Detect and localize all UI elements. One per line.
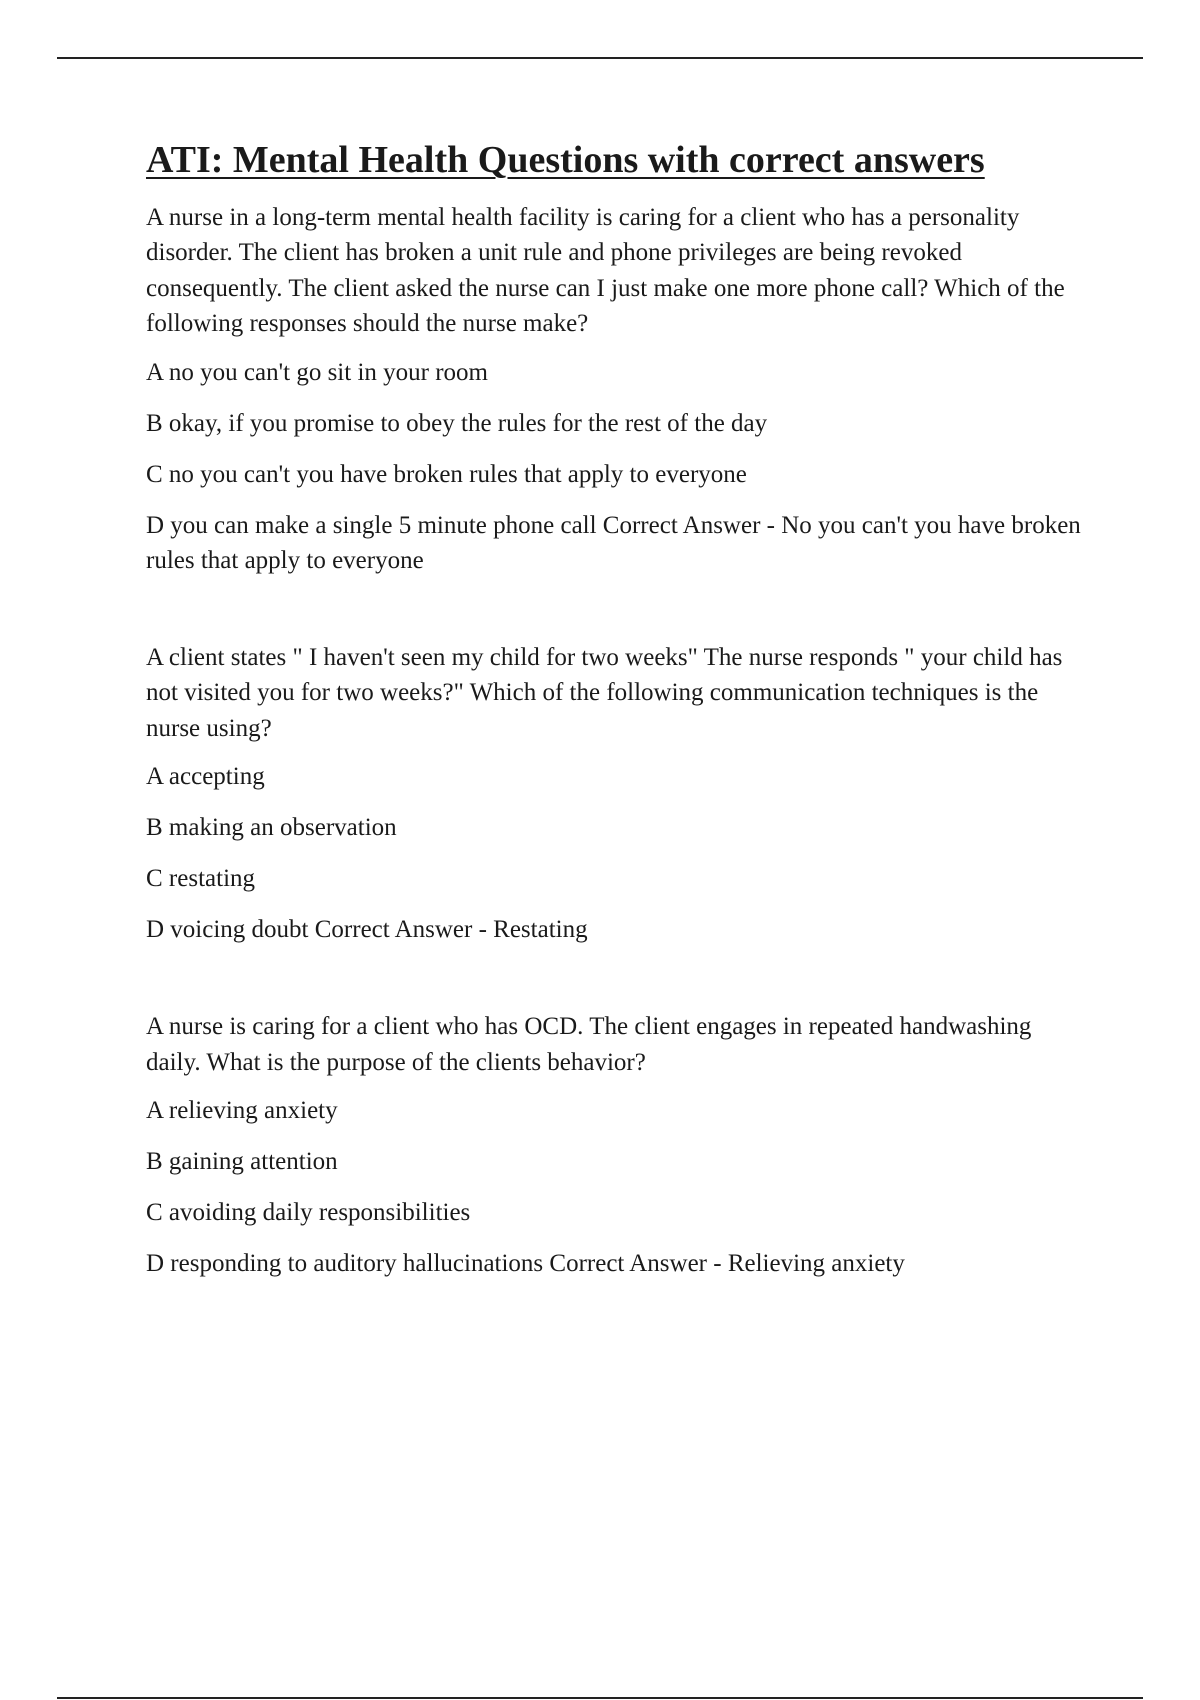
question-2 <box>146 640 1086 948</box>
question-3-text: A nurse is caring for a client who has OCD. The client engages in repeated handwashing daily. What is the purpose of the clients behavior? <box>146 1013 1032 1076</box>
question-1 <box>146 200 1086 578</box>
question-3-option-c: C avoiding daily responsibilities <box>146 1199 471 1227</box>
question-1-option-d: D you can make a single 5 minute phone call Correct Answer - No you can't you have broken rules that apply to everyone <box>146 511 1081 574</box>
question-3-option-b: B gaining attention <box>146 1148 338 1176</box>
question-2-option-d: D voicing doubt Correct Answer - Restating <box>146 916 588 944</box>
question-1-option-b: B okay, if you promise to obey the rules for the rest of the day <box>146 409 768 437</box>
question-1-text: A nurse in a long-term mental health facility is caring for a client who has a personality disorder. The client has broken a unit rule and phone privileges are being revoked consequently. The client asked the nurse can I just make one more phone call? Which of the following responses should the nurse make? <box>146 203 1065 338</box>
question-2-option-b: B making an observation <box>146 814 397 842</box>
question-3-option-a: A relieving anxiety <box>146 1097 338 1125</box>
document-body <box>146 138 1086 1281</box>
question-3 <box>146 1009 1086 1281</box>
document-title: ATI: Mental Health Questions with correct answers <box>146 139 985 181</box>
question-1-option-a: A no you can't go sit in your room <box>146 358 488 386</box>
question-1-option-c: C no you can't you have broken rules that apply to everyone <box>146 460 747 488</box>
footer-rule <box>57 1697 1143 1699</box>
question-3-option-d: D responding to auditory hallucinations Correct Answer - Relieving anxiety <box>146 1250 905 1278</box>
question-2-option-c: C restating <box>146 865 256 893</box>
header-rule <box>57 57 1143 59</box>
question-2-option-a: A accepting <box>146 763 265 791</box>
question-2-text: A client states " I haven't seen my child for two weeks" The nurse responds " your child has not visited you for two weeks?" Which of the following communication techniques is the nurse using? <box>146 643 1063 742</box>
